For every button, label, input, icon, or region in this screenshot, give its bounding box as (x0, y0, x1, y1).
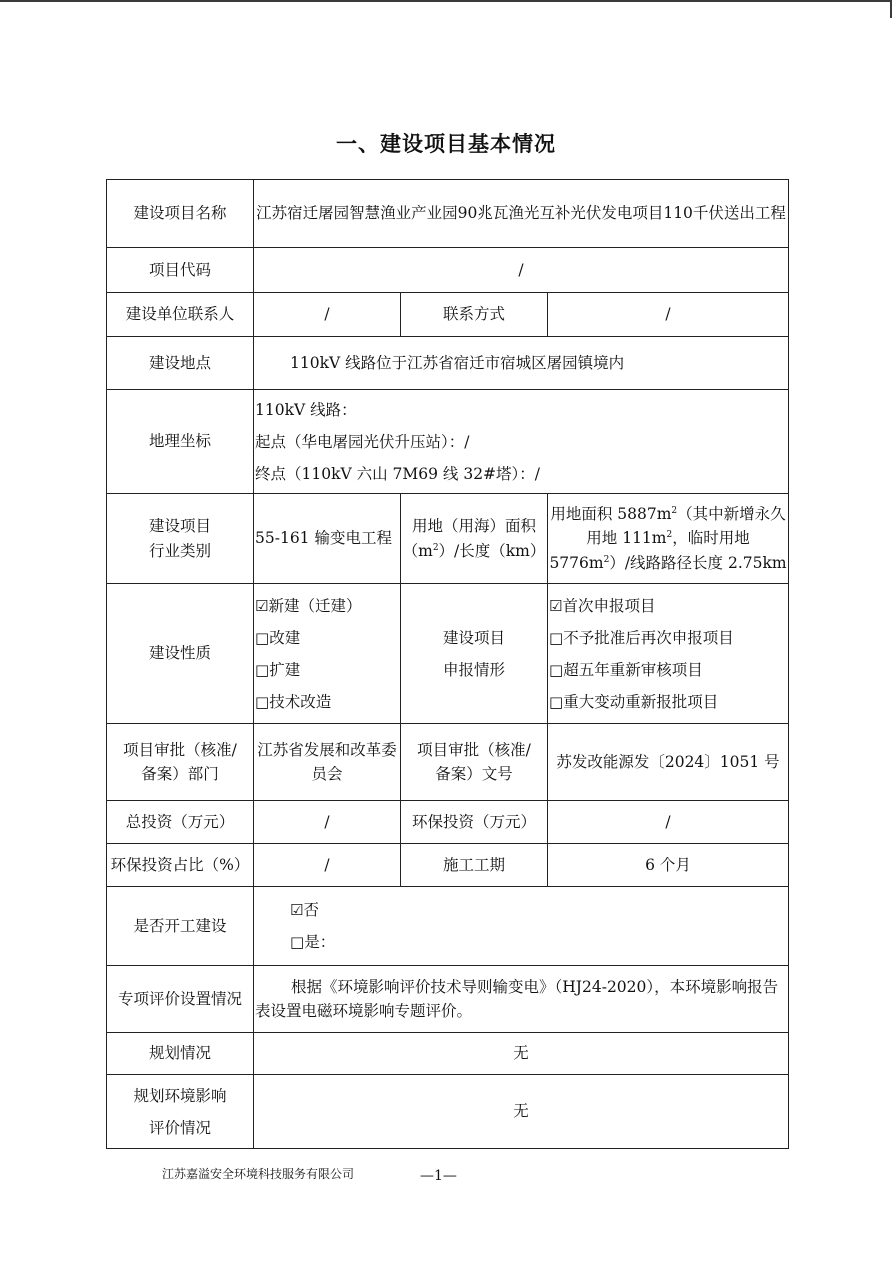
declaration-option-resubmit[interactable]: □不予批准后再次申报项目 (549, 628, 734, 647)
label-special: 专项评价设置情况 (107, 966, 254, 1033)
label-approval-number (401, 724, 548, 801)
row-special (107, 966, 789, 1033)
label-total-investment: 总投资（万元） (107, 801, 254, 844)
value-approval-dept: 江苏省发展和改革委员会 (254, 724, 401, 801)
row-industry (107, 494, 789, 584)
top-border-line (0, 0, 892, 2)
label-approval-number-line2: 备案）文号 (435, 765, 513, 783)
value-contact-person: / (254, 293, 401, 337)
row-investment (107, 801, 789, 844)
label-contact-method: 联系方式 (401, 293, 548, 337)
coord-line-end: 终点（110kV 六山 7M69 线 32#塔）：/ (255, 464, 541, 483)
started-options (254, 887, 789, 966)
label-project-code: 项目代码 (107, 248, 254, 293)
row-approval (107, 724, 789, 801)
nature-options (254, 584, 401, 724)
label-land-area (401, 494, 548, 584)
label-approval-dept-line1: 项目审批（核准/ (123, 740, 237, 759)
page-title: 一、建设项目基本情况 (336, 132, 556, 156)
row-env-ratio (107, 844, 789, 887)
value-planning-env: 无 (254, 1075, 789, 1149)
value-land-area: 用地面积 $5887m^2$（其中新增永久用地 $111m^2$，临时用地 $5776m^2)/$线路路径长度 2.75km (548, 494, 789, 584)
label-nature: 建设性质 (107, 584, 254, 724)
nature-option-rebuild[interactable]: □改建 (255, 628, 301, 647)
declaration-option-five-year[interactable]: □超五年重新审核项目 (549, 660, 703, 679)
label-env-ratio: 环保投资占比（%） (107, 844, 254, 887)
value-construction-period: 6 个月 (548, 844, 789, 887)
row-planning-env (107, 1075, 789, 1149)
row-contact (107, 293, 789, 337)
label-industry-line2: 行业类别 (148, 541, 211, 560)
nature-option-tech[interactable]: □技术改造 (255, 692, 332, 711)
value-planning: 无 (254, 1033, 789, 1075)
label-construction-period: 施工工期 (401, 844, 548, 887)
label-planning-env (107, 1075, 254, 1149)
declaration-options (548, 584, 789, 724)
project-info-table (106, 179, 789, 1149)
row-project-code (107, 248, 789, 293)
declaration-option-first[interactable]: ☑首次申报项目 (549, 596, 656, 615)
checkbox-icon: □ (549, 628, 564, 647)
label-industry-line1: 建设项目 (148, 517, 211, 536)
label-approval-dept-line2: 备案）部门 (141, 765, 219, 783)
value-coordinates (254, 390, 789, 494)
label-location: 建设地点 (107, 337, 254, 390)
checked-box-icon: ☑ (549, 596, 563, 615)
row-location (107, 337, 789, 390)
checkbox-icon: □ (255, 692, 270, 711)
value-industry: 55-161 输变电工程 (254, 494, 401, 584)
coord-line-1: 110kV 线路： (255, 400, 357, 419)
started-option-yes[interactable]: □是： (290, 933, 336, 951)
value-location: 110kV 线路位于江苏省宿迁市宿城区屠园镇境内 (254, 337, 789, 390)
label-planning-env-line2: 评价情况 (148, 1118, 211, 1137)
row-started (107, 887, 789, 966)
checkbox-icon: □ (549, 660, 564, 679)
label-project-name: 建设项目名称 (107, 180, 254, 248)
label-started: 是否开工建设 (107, 887, 254, 966)
label-industry (107, 494, 254, 584)
declaration-option-major-change[interactable]: □重大变动重新报批项目 (549, 692, 719, 711)
value-project-code: / (254, 248, 789, 293)
value-project-name: 江苏宿迁屠园智慧渔业产业园90兆瓦渔光互补光伏发电项目110千伏送出工程 (254, 180, 789, 248)
nature-option-expand[interactable]: □扩建 (255, 660, 301, 679)
value-env-investment: / (548, 801, 789, 844)
page-number: —1— (420, 1168, 457, 1184)
footer-company: 江苏嘉溢安全环境科技服务有限公司 (162, 1167, 355, 1181)
checkbox-icon: □ (255, 660, 270, 679)
value-special: 根据《环境影响评价技术导则输变电》（HJ24-2020），本环境影响报告表设置电磁环境影响专题评价。 (254, 966, 789, 1033)
started-option-no[interactable]: ☑否 (290, 901, 319, 919)
label-planning: 规划情况 (107, 1033, 254, 1075)
nature-option-new[interactable]: ☑新建（迁建） (255, 596, 362, 615)
label-land-area-line2: $(m^2)/$长度（km） (402, 541, 546, 560)
checkbox-icon: □ (255, 628, 270, 647)
value-contact-method: / (548, 293, 789, 337)
label-coordinates: 地理坐标 (107, 390, 254, 494)
checked-box-icon: ☑ (255, 596, 269, 615)
label-land-area-line1: 用地（用海）面积 (411, 517, 536, 536)
label-declaration-line1: 建设项目 (442, 628, 505, 647)
value-env-ratio: / (254, 844, 401, 887)
label-contact-person: 建设单位联系人 (107, 293, 254, 337)
value-total-investment: / (254, 801, 401, 844)
row-coordinates (107, 390, 789, 494)
label-approval-number-line1: 项目审批（核准/ (417, 740, 531, 759)
checkbox-icon: □ (549, 692, 564, 711)
coord-line-start: 起点（华电屠园光伏升压站）：/ (255, 432, 470, 451)
checked-box-icon: ☑ (290, 901, 304, 919)
value-approval-number: 苏发改能源发〔2024〕1051 号 (548, 724, 789, 801)
label-env-investment: 环保投资（万元） (401, 801, 548, 844)
row-nature (107, 584, 789, 724)
checkbox-icon: □ (290, 933, 305, 951)
row-planning (107, 1033, 789, 1075)
row-project-name (107, 180, 789, 248)
label-planning-env-line1: 规划环境影响 (133, 1086, 227, 1105)
label-declaration (401, 584, 548, 724)
label-approval-dept (107, 724, 254, 801)
label-declaration-line2: 申报情形 (442, 660, 505, 679)
